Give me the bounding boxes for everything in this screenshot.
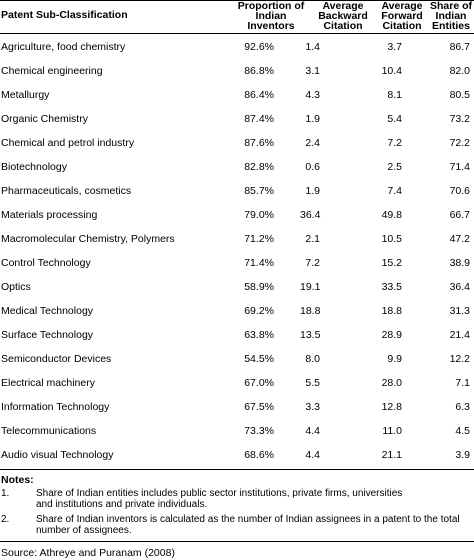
cell-proportion: 73.3% — [244, 425, 274, 437]
cell-forward-citation: 28.0 — [381, 377, 402, 389]
cell-proportion: 63.8% — [244, 329, 274, 341]
cell-backward-citation: 4.4 — [305, 425, 320, 437]
cell-forward-citation: 7.2 — [387, 137, 402, 149]
cell-backward-citation: 4.3 — [305, 89, 320, 101]
cell-backward-citation: 7.2 — [305, 257, 320, 269]
cell-forward-citation: 7.4 — [387, 185, 402, 197]
notes-title: Notes: — [1, 474, 34, 486]
cell-backward-citation: 36.4 — [300, 209, 321, 221]
cell-share-entities: 80.5 — [449, 89, 470, 101]
note-text — [36, 488, 472, 510]
cell-proportion: 54.5% — [244, 353, 274, 365]
cell-forward-citation: 12.8 — [381, 401, 402, 413]
cell-share-entities: 70.6 — [449, 185, 470, 197]
cell-backward-citation: 2.4 — [305, 137, 320, 149]
cell-backward-citation: 1.4 — [305, 41, 320, 53]
table-row — [0, 346, 474, 370]
cell-backward-citation: 4.4 — [305, 449, 320, 461]
note-text-line: and institutions and private individuals. — [36, 499, 208, 510]
cell-subclassification: Surface Technology — [1, 329, 94, 341]
note-number: 2. — [1, 514, 10, 525]
cell-proportion: 87.6% — [244, 137, 274, 149]
cell-share-entities: 71.4 — [449, 161, 470, 173]
cell-share-entities: 21.4 — [449, 329, 470, 341]
cell-subclassification: Pharmaceuticals, cosmetics — [1, 185, 132, 197]
table-row — [0, 178, 474, 202]
cell-share-entities: 36.4 — [449, 281, 470, 293]
cell-share-entities: 3.9 — [455, 449, 470, 461]
source-citation: Source: Athreye and Puranam (2008) — [1, 547, 175, 559]
table-row — [0, 82, 474, 106]
cell-forward-citation: 33.5 — [381, 281, 402, 293]
cell-share-entities: 47.2 — [449, 233, 470, 245]
header-col-share-line2: Indian — [435, 10, 467, 22]
cell-forward-citation: 10.4 — [381, 65, 402, 77]
cell-forward-citation: 10.5 — [381, 233, 402, 245]
table-bottom-rule — [0, 469, 474, 470]
cell-proportion: 67.5% — [244, 401, 274, 413]
cell-subclassification: Materials processing — [1, 209, 98, 221]
table-row — [0, 274, 474, 298]
cell-subclassification: Chemical and petrol industry — [1, 137, 135, 149]
cell-proportion: 92.6% — [244, 41, 274, 53]
cell-forward-citation: 9.9 — [387, 353, 402, 365]
table-row — [0, 298, 474, 322]
cell-backward-citation: 3.3 — [305, 401, 320, 413]
header-col-proportion-line1: Proportion of — [237, 0, 305, 12]
cell-backward-citation: 13.5 — [300, 329, 321, 341]
header-col-backward-line2: Backward — [318, 10, 368, 22]
header-col-forward — [372, 1, 432, 31]
header-col-share — [428, 1, 474, 31]
cell-share-entities: 7.1 — [455, 377, 470, 389]
header-col-subclassification: Patent Sub-Classification — [1, 9, 128, 21]
note-text-line: Share of Indian inventors is calculated as the number of Indian assignees in a patent to the total — [36, 514, 460, 525]
cell-forward-citation: 3.7 — [387, 41, 402, 53]
cell-subclassification: Electrical machinery — [1, 377, 95, 389]
cell-forward-citation: 5.4 — [387, 113, 402, 125]
cell-subclassification: Telecommunications — [1, 425, 97, 437]
cell-subclassification: Organic Chemistry — [1, 113, 88, 125]
cell-backward-citation: 3.1 — [305, 65, 320, 77]
cell-proportion: 79.0% — [244, 209, 274, 221]
table-row — [0, 58, 474, 82]
cell-subclassification: Control Technology — [1, 257, 91, 269]
cell-backward-citation: 5.5 — [305, 377, 320, 389]
cell-subclassification: Medical Technology — [1, 305, 94, 317]
cell-share-entities: 73.2 — [449, 113, 470, 125]
cell-proportion: 86.8% — [244, 65, 274, 77]
notes-bottom-rule — [0, 541, 474, 542]
cell-share-entities: 38.9 — [449, 257, 470, 269]
header-col-backward-line3: Citation — [323, 20, 363, 32]
cell-proportion: 85.7% — [244, 185, 274, 197]
cell-backward-citation: 19.1 — [300, 281, 321, 293]
table-row — [0, 154, 474, 178]
header-col-forward-line2: Forward — [381, 10, 423, 22]
cell-backward-citation: 8.0 — [305, 353, 320, 365]
header-col-proportion — [228, 1, 314, 31]
note-text-line: number of assignees. — [36, 525, 132, 536]
cell-proportion: 71.4% — [244, 257, 274, 269]
cell-proportion: 86.4% — [244, 89, 274, 101]
cell-backward-citation: 18.8 — [300, 305, 321, 317]
cell-share-entities: 31.3 — [449, 305, 470, 317]
cell-backward-citation: 0.6 — [305, 161, 320, 173]
table-row — [0, 34, 474, 58]
cell-proportion: 58.9% — [244, 281, 274, 293]
cell-subclassification: Information Technology — [1, 401, 110, 413]
cell-proportion: 87.4% — [244, 113, 274, 125]
header-col-backward — [310, 1, 376, 31]
cell-subclassification: Audio visual Technology — [1, 449, 114, 461]
cell-share-entities: 12.2 — [449, 353, 470, 365]
cell-share-entities: 82.0 — [449, 65, 470, 77]
cell-proportion: 67.0% — [244, 377, 274, 389]
cell-share-entities: 66.7 — [449, 209, 470, 221]
cell-subclassification: Metallurgy — [1, 89, 50, 101]
table-row — [0, 418, 474, 442]
cell-subclassification: Agriculture, food chemistry — [1, 41, 126, 53]
header-col-forward-line3: Citation — [382, 20, 422, 32]
cell-forward-citation: 21.1 — [381, 449, 402, 461]
cell-share-entities: 6.3 — [455, 401, 470, 413]
cell-forward-citation: 8.1 — [387, 89, 402, 101]
table-row — [0, 130, 474, 154]
table-row — [0, 370, 474, 394]
cell-subclassification: Macromolecular Chemistry, Polymers — [1, 233, 175, 245]
table-row — [0, 202, 474, 226]
header-col-backward-line1: Average — [322, 0, 364, 12]
cell-backward-citation: 1.9 — [305, 113, 320, 125]
cell-share-entities: 4.5 — [455, 425, 470, 437]
cell-proportion: 71.2% — [244, 233, 274, 245]
cell-backward-citation: 2.1 — [305, 233, 320, 245]
cell-proportion: 82.8% — [244, 161, 274, 173]
header-col-proportion-line2: Indian — [255, 10, 287, 22]
cell-forward-citation: 11.0 — [382, 425, 402, 437]
table-row — [0, 106, 474, 130]
table-row — [0, 250, 474, 274]
cell-forward-citation: 28.9 — [381, 329, 402, 341]
cell-forward-citation: 15.2 — [381, 257, 402, 269]
note-text — [36, 514, 472, 536]
header-col-share-line3: Entities — [432, 20, 470, 32]
cell-backward-citation: 1.9 — [305, 185, 320, 197]
header-col-share-line1: Share of — [429, 0, 472, 12]
table-row — [0, 442, 474, 466]
cell-subclassification: Optics — [1, 281, 31, 293]
header-col-forward-line1: Average — [381, 0, 423, 12]
cell-share-entities: 86.7 — [449, 41, 470, 53]
cell-subclassification: Semiconductor Devices — [1, 353, 112, 365]
note-number: 1. — [1, 488, 10, 499]
cell-forward-citation: 18.8 — [381, 305, 402, 317]
note-text-line: Share of Indian entities includes public sector institutions, private firms, universities — [36, 488, 403, 499]
table-row — [0, 394, 474, 418]
header-col-proportion-line3: Inventors — [247, 20, 295, 32]
cell-subclassification: Biotechnology — [1, 161, 67, 173]
cell-forward-citation: 49.8 — [381, 209, 402, 221]
cell-proportion: 68.6% — [244, 449, 274, 461]
cell-subclassification: Chemical engineering — [1, 65, 103, 77]
cell-forward-citation: 2.5 — [387, 161, 402, 173]
table-row — [0, 226, 474, 250]
cell-proportion: 69.2% — [244, 305, 274, 317]
table-row — [0, 322, 474, 346]
cell-share-entities: 72.2 — [449, 137, 470, 149]
